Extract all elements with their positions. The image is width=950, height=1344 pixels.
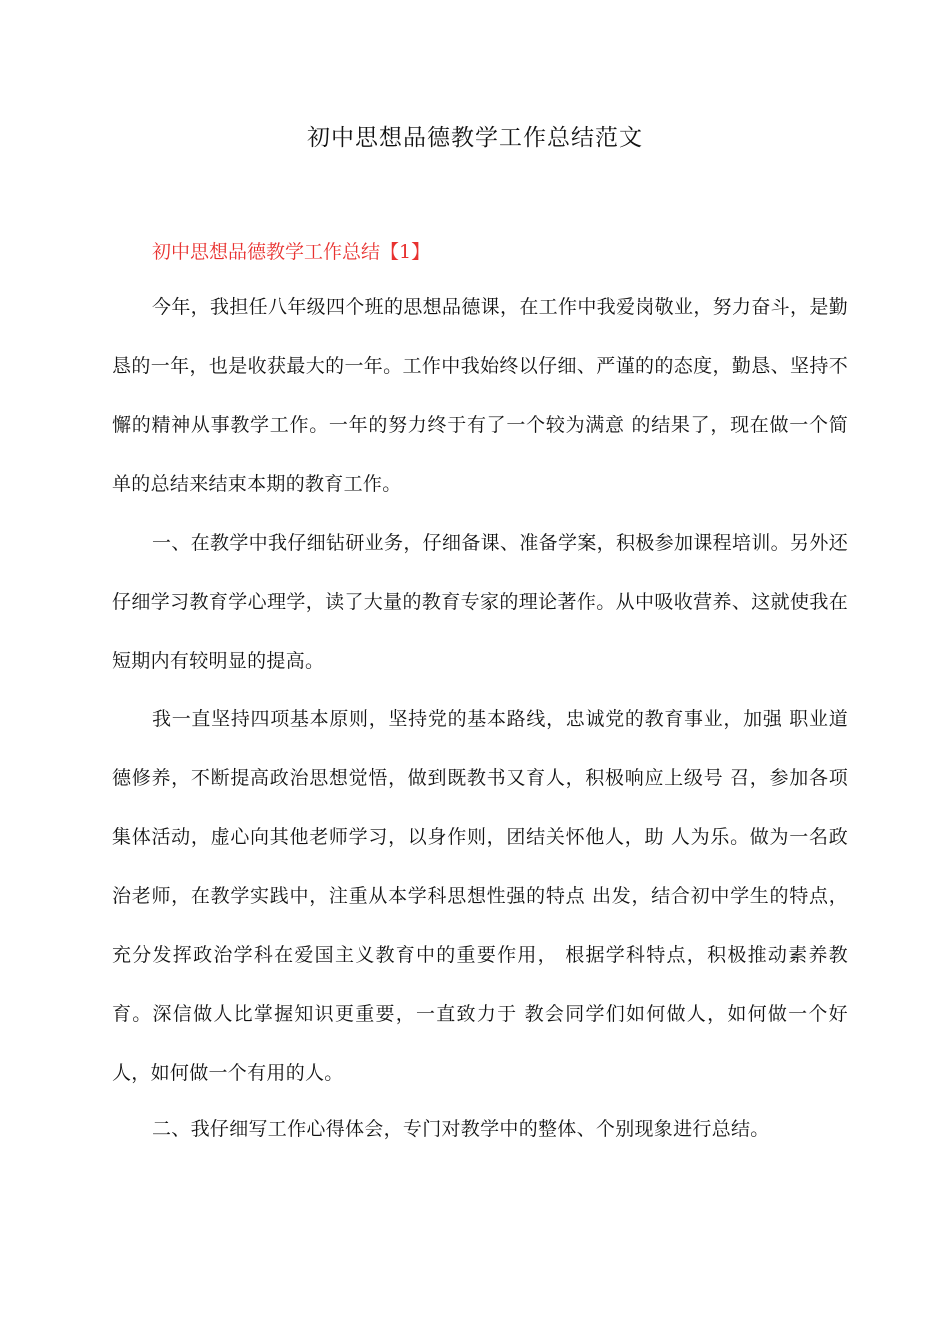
document-title: 初中思想品德教学工作总结范文	[307, 125, 643, 151]
paragraph-intro: 今年，我担任八年级四个班的思想品德课，在工作中我爱岗敬业，努力奋斗，是勤恳的一年，也是收获最大的一年。工作中我始终以仔细、严谨的的态度，勤恳、坚持不懈的精神从事教学工作。一年的努力终于有了一个较为满意 的结果了，现在做一个简单的总结来结束本期的教育工作。	[112, 296, 848, 495]
section-heading: 初中思想品德教学工作总结【1】	[152, 241, 431, 263]
paragraph-principles: 我一直坚持四项基本原则，坚持党的基本路线，忠诚党的教育事业，加强 职业道德修养，不断提高政治思想觉悟，做到既教书又育人，积极响应上级号 召，参加各项集体活动，虚心向其他老师学习，以身作则，团结关怀他人，助 人为乐。做为一名政治老师，在教学实践中，注重从本学科思想性强的特点 出发，结合初中学生的特点，充分发挥政治学科在爱国主义教育中的重要作用， 根据学科特点，积极推动素养教育。深信做人比掌握知识更重要，一直致力于 教会同学们如何做人，如何做一个好人，如何做一个有用的人。	[112, 708, 848, 1084]
paragraph-point-two: 二、我仔细写工作心得体会，专门对教学中的整体、个别现象进行总结。	[152, 1118, 770, 1140]
paragraph-point-one: 一、在教学中我仔细钻研业务，仔细备课、准备学案，积极参加课程培训。另外还仔细学习教育学心理学，读了大量的教育专家的理论著作。从中吸收营养、这就使我在短期内有较明显的提高。	[112, 532, 848, 672]
